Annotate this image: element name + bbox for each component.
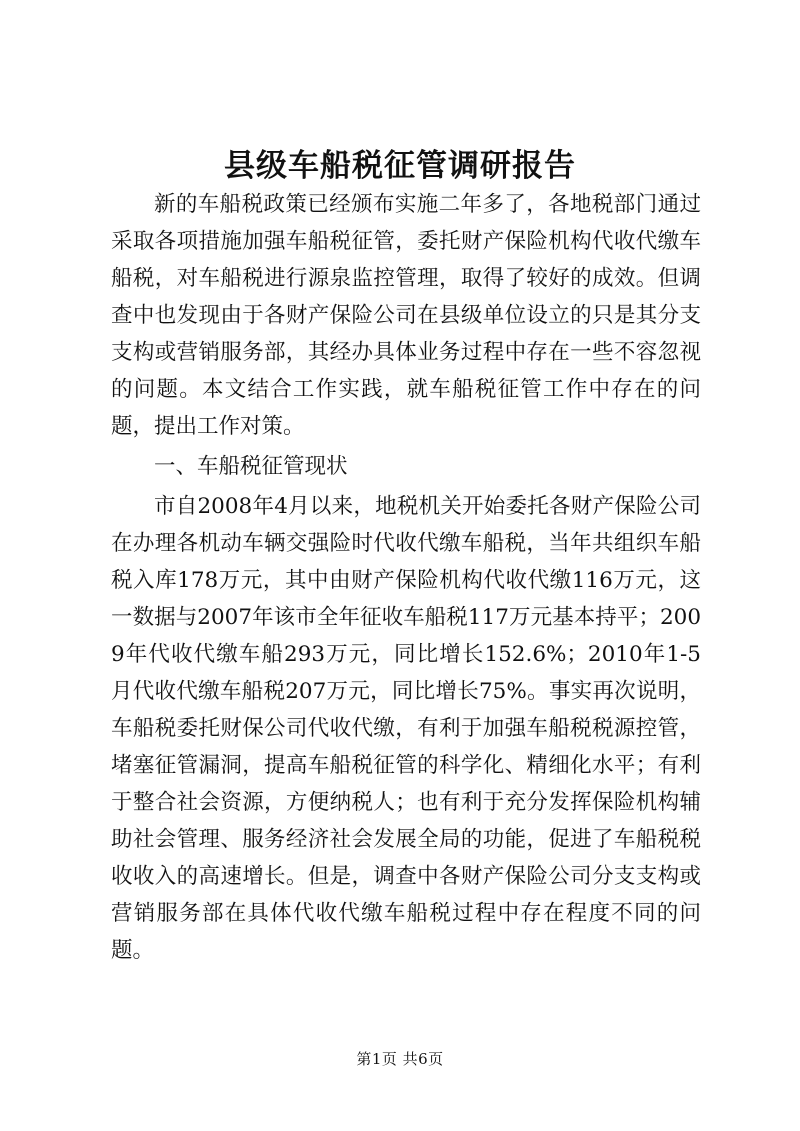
intro-paragraph: 新的车船税政策已经颁布实施二年多了，各地税部门通过采取各项措施加强车船税征管，委托财产保险机构代收代缴车船税，对车船税进行源泉监控管理，取得了较好的成效。但调查中也发现由于各财产保险公司在县级单位设立的只是其分支支构或营销服务部，其经办具体业务过程中存在一些不容忽视的问题。本文结合工作实践，就车船税征管工作中存在的问题，提出工作对策。 <box>111 192 701 439</box>
section-heading: 一、车船税征管现状 <box>154 454 348 479</box>
page-number-footer: 第1页 共6页 <box>356 1050 444 1068</box>
document-title: 县级车船税征管调研报告 <box>224 148 576 184</box>
section-paragraph: 市自2008年4月以来，地税机关开始委托各财产保险公司在办理各机动车辆交强险时代收代缴车船税，当年共组织车船税入库178万元，其中由财产保险机构代收代缴116万元，这一数据与2007年该市全年征收车船税117万元基本持平；2009年代收代缴车船293万元，同比增长152.6%；2010年1-5月代收代缴车船税207万元，同比增长75%。事实再次说明，车船税委托财保公司代收代缴，有利于加强车船税税源控管，堵塞征管漏洞，提高车船税征管的科学化、精细化水平；有利于整合社会资源，方便纳税人；也有利于充分发挥保险机构辅助社会管理、服务经济社会发展全局的功能，促进了车船税税收收入的高速增长。但是，调查中各财产保险公司分支支构或营销服务部在具体代收代缴车船税过程中存在程度不同的问题。 <box>111 494 701 963</box>
document-body <box>111 186 701 969</box>
